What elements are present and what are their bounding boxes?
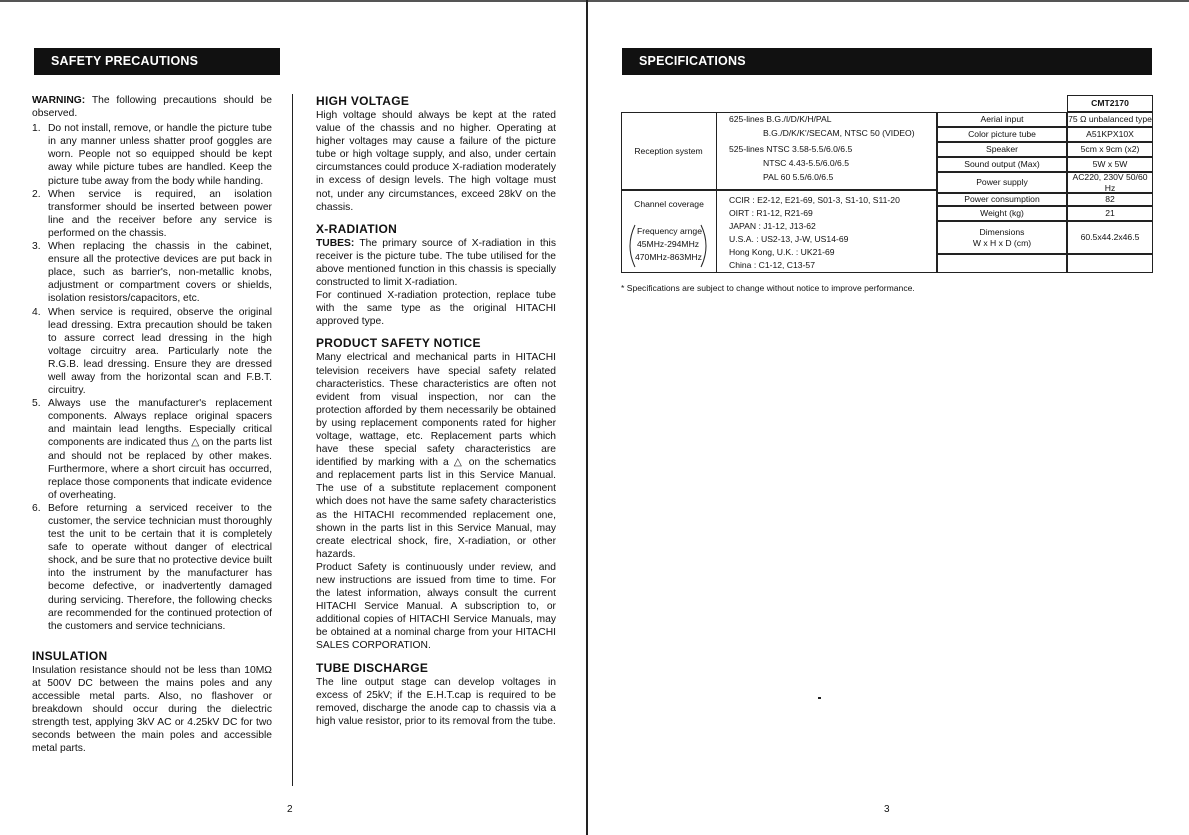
spec-label: Weight (kg) [937, 206, 1067, 221]
reception-line: 525-lines NTSC 3.58-5.5/6.0/6.5 [729, 144, 853, 154]
item-text: Always use the manufacturer's replacement components. Always replace original spacers and maintain lead lengths. Especially critical components are indicated thus △ on the parts list and should not be replaced by other makes. Furthermore, where a short circuit has occurred, replace those components that indicate evidence of overheating. [48, 398, 272, 501]
frequency-range-label: Frequency arnge [637, 226, 702, 236]
list-item [32, 240, 272, 305]
list-item [32, 306, 272, 398]
channel-line: Hong Kong, U.K. : UK21-69 [729, 247, 835, 257]
page-fold [586, 0, 588, 835]
column-divider [292, 94, 293, 786]
safety-precautions-header: SAFETY PRECAUTIONS [34, 48, 280, 75]
top-edge-line [0, 0, 1189, 2]
specifications-footnote: * Specifications are subject to change without notice to improve performance. [621, 283, 915, 293]
item-number: 1. [32, 123, 41, 135]
left-column [32, 94, 272, 756]
channel-line: OIRT : R1-12, R21-69 [729, 208, 813, 218]
warning-paragraph [32, 94, 272, 120]
channel-line: JAPAN : J1-12, J13-62 [729, 221, 816, 231]
product-safety-heading: PRODUCT SAFETY NOTICE [316, 336, 481, 351]
frequency-band: 470MHz-863MHz [635, 252, 702, 262]
x-radiation-text-1: The primary source of X-radiation in this receiver is the picture tube. The tube utilised for the above mentioned function in this chassis is specially constructed to limit X-radiation. [316, 237, 556, 289]
spec-value: 5cm x 9cm (x2) [1067, 142, 1153, 157]
empty-cell [1067, 254, 1153, 273]
spec-value: 82 [1067, 193, 1153, 206]
channel-line: U.S.A. : US2-13, J-W, US14-69 [729, 234, 849, 244]
specifications-table [621, 95, 1153, 273]
warning-text: The following precautions should be observed. [32, 95, 272, 120]
frequency-range-group [625, 223, 711, 269]
high-voltage-text: High voltage should always be kept at the rated value of the chassis and no higher. Operating at higher voltages may cause a failure of the picture tube or high voltage supply, and also, under certain circumstances could produce X-radiation moderately in excess of design levels. The high voltage must not, under any circumstances, exceed 28kV on the chassis. [316, 110, 556, 213]
reception-line: PAL 60 5.5/6.0/6.5 [763, 172, 834, 182]
item-text: Before returning a serviced receiver to the customer, the service technician must thoroughly test the unit to be certain that it is completely safe to operate without danger of electrical shock, and be sure that no protective device built into the instrument by the manufacturer has become defective, or inadvertently damaged during servicing. Therefore, the following checks are recommended for the continued protection of the customers and service technicians. [48, 502, 272, 632]
insulation-heading: INSULATION [32, 648, 108, 663]
x-radiation-text-2: For continued X-radiation protection, replace tube with the same type as the original HITACHI approved type. [316, 290, 556, 328]
x-radiation-heading: X-RADIATION [316, 221, 398, 236]
item-number: 2. [32, 188, 41, 200]
item-text: When replacing the chassis in the cabinet, ensure all the protective devices are put back in place, such as barrier's, non-metallic knobs, adjustment or compartment covers or shields, isolation resistors/capacitors, etc. [48, 241, 272, 305]
tube-discharge-heading: TUBE DISCHARGE [316, 660, 429, 675]
reception-line: 625-lines B.G./I/D/K/H/PAL [729, 114, 832, 124]
stray-mark [818, 697, 821, 699]
item-text: When service is required, observe the original lead dressing. Extra precaution should be taken to assure correct lead dressing in the high voltage circuitry area. Particularly note the R.G.B. lead dressing. Ensure they are dressed well away from the horizontal scan and F.B.T. circuitry. [48, 306, 272, 397]
spec-value: 5W x 5W [1067, 157, 1153, 172]
spec-value: A51KPX10X [1067, 127, 1153, 142]
product-safety-text-2: Product Safety is continuously under review, and new instructions are issued from time to time. For the latest information, always consult the current HITACHI Service Manual. A subscription to, or additional copies of HITACHI Service Manuals, may be obtained at a nominal charge from your HITACHI SALES CORPORATION. [316, 561, 556, 652]
reception-label: Reception system [621, 112, 717, 190]
spec-label: Aerial input [937, 112, 1067, 127]
channel-line: China : C1-12, C13-57 [729, 260, 815, 270]
spec-label: Color picture tube [937, 127, 1067, 142]
tube-discharge-text: The line output stage can develop voltages in excess of 25kV; if the E.H.T.cap is required to be removed, discharge the anode cap to chassis via a high value resistor, prior to its removal from the tube. [316, 676, 556, 727]
high-voltage-heading: HIGH VOLTAGE [316, 94, 410, 108]
page-number-left: 2 [287, 804, 293, 815]
spec-value: 75 Ω unbalanced type [1067, 112, 1153, 127]
spec-value: 21 [1067, 206, 1153, 221]
product-safety-text-1: Many electrical and mechanical parts in HITACHI television receivers have special safety related characteristics. These characteristics are often not evident from visual inspection, nor can the protection afforded by them necessarily be obtained by using replacement components rated for higher voltage, wattage, etc. Replacement parts which have these special safety characteristics are identified by marking with a △ on the schematics and replacement parts list in this Service Manual. The use of a substitute replacement component which does not have the same safety characteristics as the HITACHI recommended replacement one, shown in the parts list in this Service Manual, may create electrical shock, fire, X-radiation, or other hazards. [316, 352, 556, 560]
precaution-list [32, 122, 272, 633]
list-item [32, 397, 272, 502]
spec-label: Sound output (Max) [937, 157, 1067, 172]
model-cell: CMT2170 [1067, 95, 1153, 112]
reception-line: B.G./D/K/K'/SECAM, NTSC 50 (VIDEO) [763, 128, 915, 138]
specifications-header: SPECIFICATIONS [622, 48, 1152, 75]
item-number: 3. [32, 241, 41, 253]
page-number-right: 3 [884, 804, 890, 815]
list-item [32, 188, 272, 240]
list-item [32, 502, 272, 633]
item-text: When service is required, an isolation transformer should be inserted between power line and the receiver before any service is performed on the chassis. [48, 188, 272, 239]
spec-label: Power consumption [937, 193, 1067, 206]
item-text: Do not install, remove, or handle the picture tube in any manner unless shatter proof goggles are worn. People not so equipped should be kept away while picture tubes are handled. Keep the picture tube away from the body while handing. [48, 123, 272, 187]
item-number: 4. [32, 306, 41, 318]
item-number: 5. [32, 398, 41, 410]
channel-coverage-label: Channel coverage [634, 199, 704, 209]
item-number: 6. [32, 502, 41, 514]
spec-value: AC220, 230V 50/60 Hz [1067, 172, 1153, 193]
tubes-label: TUBES: [316, 237, 355, 249]
spec-label: Dimensions [979, 226, 1025, 237]
channel-line: CCIR : E2-12, E21-69, S01-3, S1-10, S11-20 [729, 195, 900, 205]
x-radiation-text [316, 237, 556, 289]
dimensions-label-cell [937, 221, 1067, 254]
list-item [32, 122, 272, 187]
spec-label: Power supply [937, 172, 1067, 193]
middle-column [316, 94, 556, 728]
frequency-band: 45MHz-294MHz [637, 239, 700, 249]
spec-label-sub: W x H x D (cm) [972, 237, 1032, 248]
insulation-text: Insulation resistance should not be less than 10MΩ at 500V DC between the mains poles and any accessible metal parts. Also, no flashover or breakdown should occur during the dielectric strength test, applying 3kV AC or 4.25kV DC for two seconds between the main poles and accessible metal parts. [32, 664, 272, 755]
warning-label: WARNING: [32, 95, 86, 106]
spec-label: Speaker [937, 142, 1067, 157]
spec-value: 60.5x44.2x46.5 [1067, 221, 1153, 254]
empty-cell [937, 254, 1067, 273]
reception-line: NTSC 4.43-5.5/6.0/6.5 [763, 158, 849, 168]
